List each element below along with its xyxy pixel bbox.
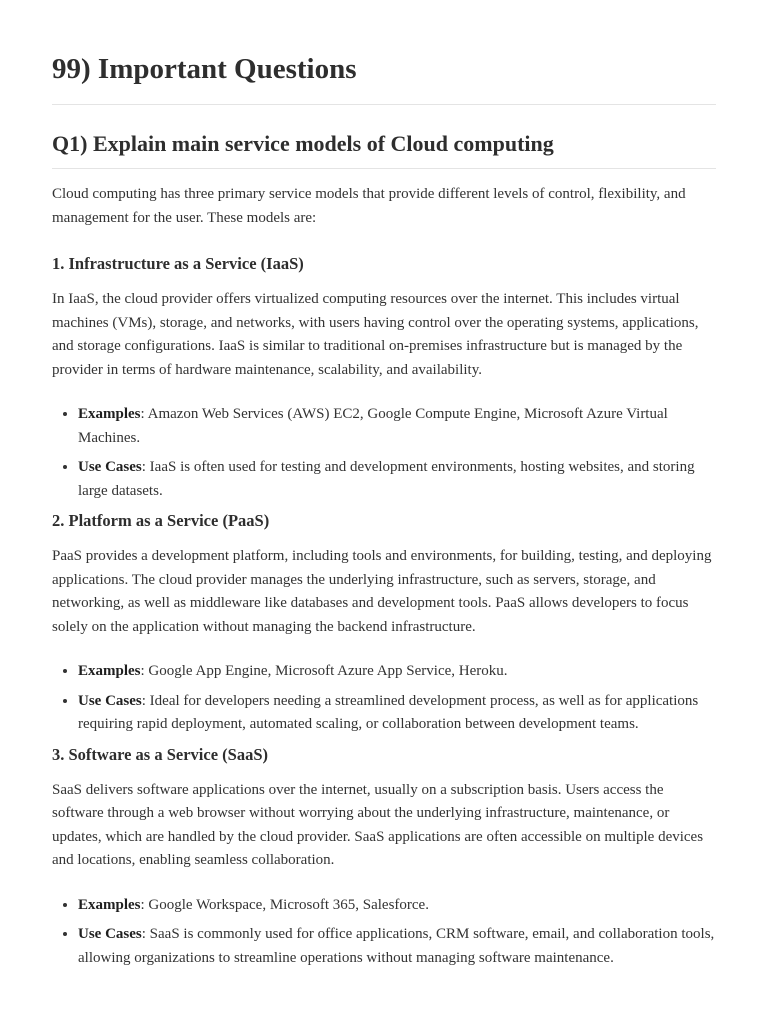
examples-text: : Google Workspace, Microsoft 365, Salesforce. xyxy=(140,896,429,913)
examples-label: Examples xyxy=(78,663,141,679)
section-body: In IaaS, the cloud provider offers virtualized computing resources over the internet. This includes virtual machines (VMs), storage, and networks, with users having control over the operating systems, applications, and storage configurations. IaaS is similar to traditional on-premises infrastructure but is managed by the provider in terms of hardware maintenance, scalability, and availability. xyxy=(52,291,699,378)
section-heading: 3. Software as a Service (SaaS) xyxy=(52,744,268,764)
examples-label: Examples xyxy=(78,406,141,422)
use-cases-text: : Ideal for developers needing a streamlined development process, as well as for applications requiring rapid deployment, automated scaling, or collaboration between development teams. xyxy=(78,692,699,732)
question-heading: Q1) Explain main service models of Cloud computing xyxy=(52,105,716,169)
use-cases-text: : IaaS is often used for testing and development environments, hosting websites, and storing large datasets. xyxy=(78,459,695,499)
list-item-examples xyxy=(78,660,716,684)
section-saas xyxy=(52,743,716,971)
list-item-use-cases xyxy=(78,923,716,970)
use-cases-text: : SaaS is commonly used for office applications, CRM software, email, and collaboration tools, allowing organizations to streamline operations without managing software maintenance. xyxy=(78,926,715,966)
list-item-use-cases xyxy=(78,690,716,737)
intro-paragraph: Cloud computing has three primary service models that provide different levels of control, flexibility, and management for the user. These models are: xyxy=(52,186,686,226)
examples-text: : Google App Engine, Microsoft Azure App Service, Heroku. xyxy=(140,663,508,679)
page-title: 99) Important Questions xyxy=(52,0,716,105)
section-iaas xyxy=(52,252,716,503)
list-item-examples xyxy=(78,403,716,450)
examples-text: : Amazon Web Services (AWS) EC2, Google Compute Engine, Microsoft Azure Virtual Machines. xyxy=(78,406,668,446)
section-heading: 2. Platform as a Service (PaaS) xyxy=(52,511,270,530)
section-body: SaaS delivers software applications over the internet, usually on a subscription basis. Users access the software through a web browser without worrying about the underlying infrastructure, maintenance, or updates, which are handled by the cloud provider. SaaS applications are often accessible on multiple devices and locations, enabling seamless collaboration. xyxy=(52,781,704,868)
use-cases-label: Use Cases xyxy=(78,926,142,942)
use-cases-label: Use Cases xyxy=(78,692,142,709)
section-list xyxy=(52,660,716,737)
section-list xyxy=(52,894,716,971)
use-cases-label: Use Cases xyxy=(78,459,142,475)
list-item-examples xyxy=(78,894,716,918)
section-body: PaaS provides a development platform, including tools and environments, for building, testing, and deploying applications. The cloud provider manages the underlying infrastructure, such as servers, storage, and networking, as well as middleware like databases and development tools. PaaS allows developers to focus solely on the application without managing the backend infrastructure. xyxy=(52,548,712,635)
section-heading: 1. Infrastructure as a Service (IaaS) xyxy=(52,254,304,273)
examples-label: Examples xyxy=(78,896,141,913)
section-list xyxy=(52,403,716,503)
list-item-use-cases xyxy=(78,456,716,503)
section-paas xyxy=(52,509,716,737)
